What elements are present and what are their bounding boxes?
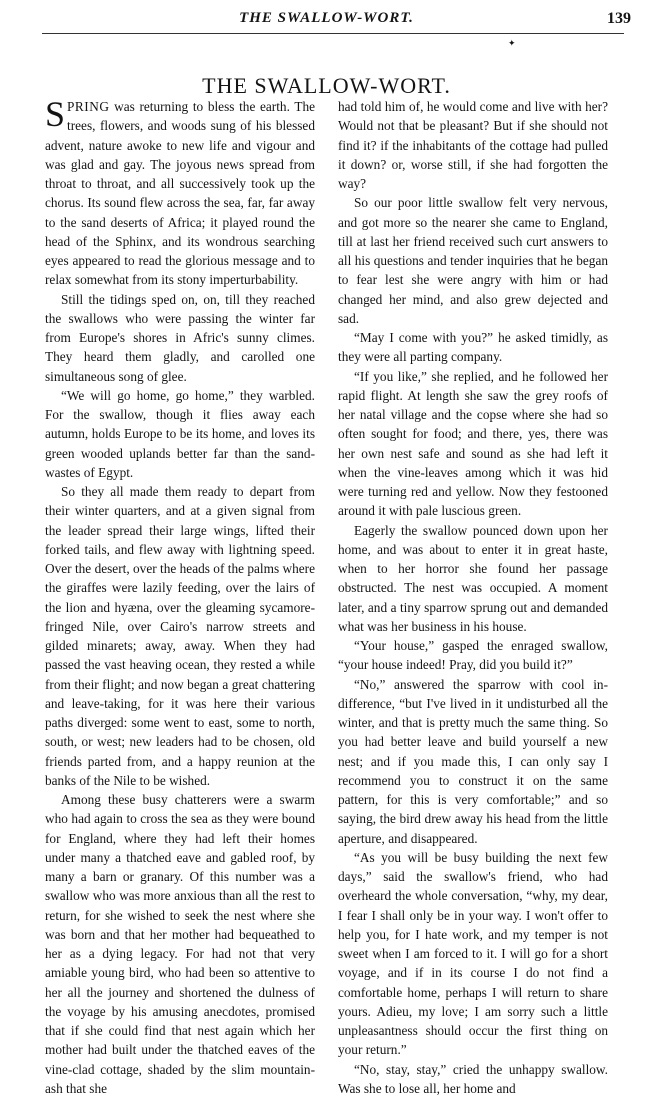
paragraph-text: was returning to bless the earth. The trees, flowers, and woods sung of his blessed advent, nature awoke to new life and vigour and was glad and gay. The joyous news spread from throat to throat, and all successively took up the chorus. Its sound flew across the sea, far, far away to the sand deserts of Africa; it played round the head of the Sphinx, and its wondrous searching eyes appeared to read the glorious message and to relax somewhat from its stony imperturbability. xyxy=(45,99,315,287)
paragraph: Eagerly the swallow pounced down upon her home, and was about to enter it in great haste, when to her horror she found her passage obstructed. The nest was occupied. A moment later, and a tiny sparrow sprung out and demanded what was her business in his house. xyxy=(338,521,608,637)
running-head: THE SWALLOW-WORT. xyxy=(0,10,653,27)
text-column-left xyxy=(45,97,315,987)
paragraph: “No,” answered the sparrow with cool indifference, “but I've lived in it undisturbed all the winter, and that is pretty much the same thing. So you had better leave and build yourself a new nest; and if you made this, I can only say I recommend you to construct it on the same pattern, for this is very comfortable;” and so saying, the bird drew away his head from the little aperture, and disappeared. xyxy=(338,675,608,848)
paragraph: “If you like,” she replied, and he followed her rapid flight. At length she saw the grey roofs of her natal village and the copse where she had so often sought for food; and there, yes, there was her own nest safe and sound as she had left it when the vine-leaves among which it was hid were turning red and yellow. Now they festooned around it with pale luscious green. xyxy=(338,367,608,521)
paragraph: had told him of, he would come and live with her? Would not that be pleasant? But if she should not find it? if the inhabitants of the cottage had pulled it down? or, worse still, if she had forgotten the way? xyxy=(338,97,608,193)
paragraph: Among these busy chatterers were a swarm who had again to cross the sea as they were bound for England, where they had left their homes under many a thatched eave and gabled roof, by many a barn or granary. Of this number was a swallow who was more anxious than all the rest to return, for she wished to seek the nest where she was born and that her mother had bequeathed to her as a dying legacy. For had not that very amiable young bird, who had been so attentive to her all the journey and shortened the dulness of the voyage by his amusing anecdotes, promised that if she could find that nest again which her mother had built under the thatched eaves of the vine-clad cottage, shaded by the slim mountain-ash that she xyxy=(45,790,315,1098)
paragraph: “We will go home, go home,” they warbled. For the swallow, though it flies away each autumn, holds Europe to be its home, and loves its green wooded uplands better far than the sand-wastes of Egypt. xyxy=(45,386,315,482)
drop-cap: S xyxy=(45,99,65,129)
paragraph: “May I come with you?” he asked timidly, as they were all parting company. xyxy=(338,328,608,367)
opening-smallcaps: PRING xyxy=(67,99,109,114)
paragraph: “Your house,” gasped the enraged swallow, “your house indeed! Pray, did you build it?” xyxy=(338,636,608,675)
paragraph: Still the tidings sped on, on, till they reached the swallows who were passing the winter far from Europe's shores in Afric's sunny climes. They heard them gladly, and carolled one simultaneous song of glee. xyxy=(45,290,315,386)
page-number: 139 xyxy=(607,10,631,28)
text-column-right xyxy=(338,97,608,987)
paragraph: So our poor little swallow felt very nervous, and got more so the nearer she came to England, till at last her friend received such curt answers to all his questions and tender inquiries that he began to fear lest she were angry with him or had changed her mind, and also grew dejected and sad. xyxy=(338,193,608,328)
header-rule xyxy=(42,33,624,34)
article-title: THE SWALLOW-WORT. xyxy=(0,73,653,99)
paragraph: “No, stay, stay,” cried the unhappy swallow. Was she to lose all, her home and xyxy=(338,1060,608,1098)
paragraph: “As you will be busy building the next few days,” said the swallow's friend, who had overheard the whole conversation, “why, my dear, I fear I shall only be in your way. I won't offer to help you, for I hate work, and my temper is not sweet when I am forced to it. I will go for a short voyage, and if in its course I do not find a comfortable home, perhaps I will return to share yours. Adieu, my love; I am sorry such a little unpleasantness should occur the first thing on your return.” xyxy=(338,848,608,1060)
ornament-icon: ✦ xyxy=(508,38,516,49)
paragraph xyxy=(45,97,315,290)
paragraph: So they all made them ready to depart from their winter quarters, and at a given signal from the leader spread their large wings, lifted their forked tails, and flew away with lightning speed. Over the desert, over the heads of the palms where the giraffes were lazily feeding, over the lairs of the lion and hyæna, over the gleaming sycamore-fringed Nile, over Cairo's narrow streets and gilded minarets; away, away. When they had passed the vast heaving ocean, they rested a while from their flight; and now began a great chattering and leave-taking, for it was here their various paths diverged: some went to east, some to north, south, or west; new leaders had to be chosen, old friends parted from, and a happy reunion at the banks of the Nile to be wished. xyxy=(45,482,315,790)
